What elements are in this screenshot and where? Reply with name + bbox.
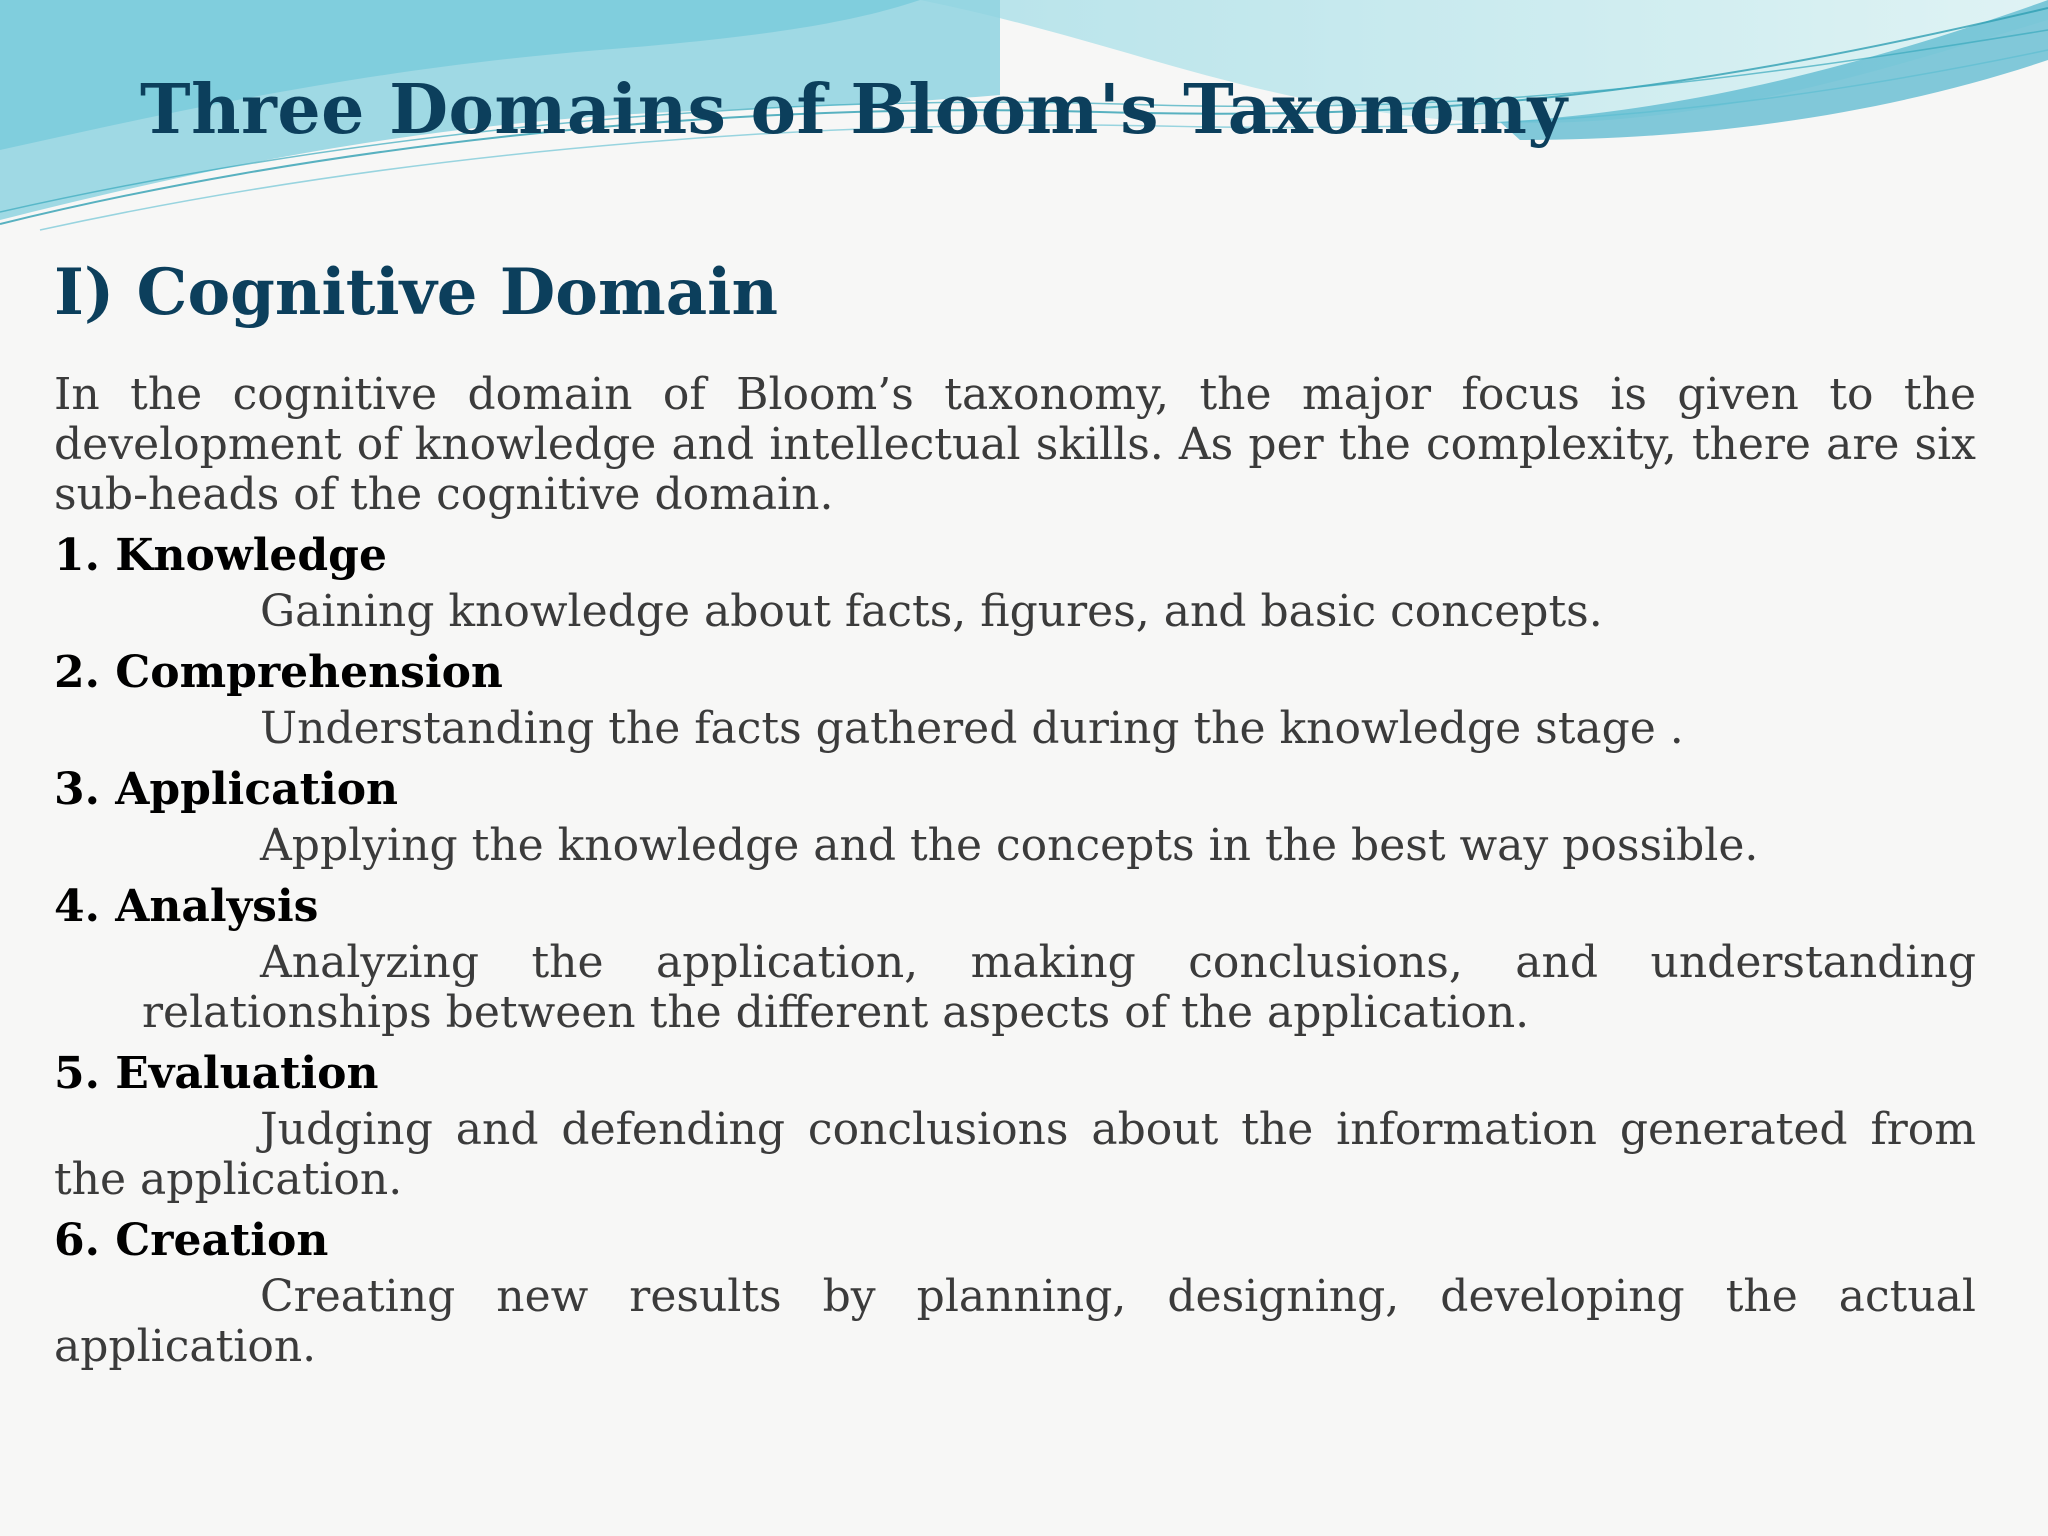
item-description: Gaining knowledge about facts, figures, and basic concepts. <box>260 586 1603 637</box>
list-item-evaluation <box>54 1043 1976 1205</box>
intro-paragraph: In the cognitive domain of Bloom’s taxonomy, the major focus is given to the development of knowledge and intellectual skills. As per the complexity, there are six sub-heads of the cognitive domain. <box>54 369 1976 520</box>
item-title: 1. Knowledge <box>54 530 387 581</box>
item-description: Applying the knowledge and the concepts in the best way possible. <box>260 820 1759 871</box>
list-item-application <box>54 759 1976 871</box>
slide-title: Three Domains of Bloom's Taxonomy <box>140 70 1568 150</box>
list-item-comprehension <box>54 642 1976 754</box>
item-description: Understanding the facts gathered during the knowledge stage . <box>260 703 1684 754</box>
item-description: Creating new results by planning, designing, developing the actual application. <box>54 1271 1976 1372</box>
slide-content <box>54 370 1976 1372</box>
item-title: 4. Analysis <box>54 881 319 932</box>
item-title: 5. Evaluation <box>54 1048 379 1099</box>
item-title: 6. Creation <box>54 1215 329 1266</box>
item-title: 2. Comprehension <box>54 647 503 698</box>
list-item-knowledge <box>54 525 1976 637</box>
section-heading: I) Cognitive Domain <box>54 255 778 330</box>
item-description: Analyzing the application, making conclusions, and understanding relationships between the different aspects of the application. <box>142 937 1976 1038</box>
item-description: Judging and defending conclusions about the information generated from the application. <box>54 1104 1976 1205</box>
list-item-creation <box>54 1210 1976 1372</box>
item-title: 3. Application <box>54 764 399 815</box>
list-item-analysis <box>54 876 1976 1038</box>
